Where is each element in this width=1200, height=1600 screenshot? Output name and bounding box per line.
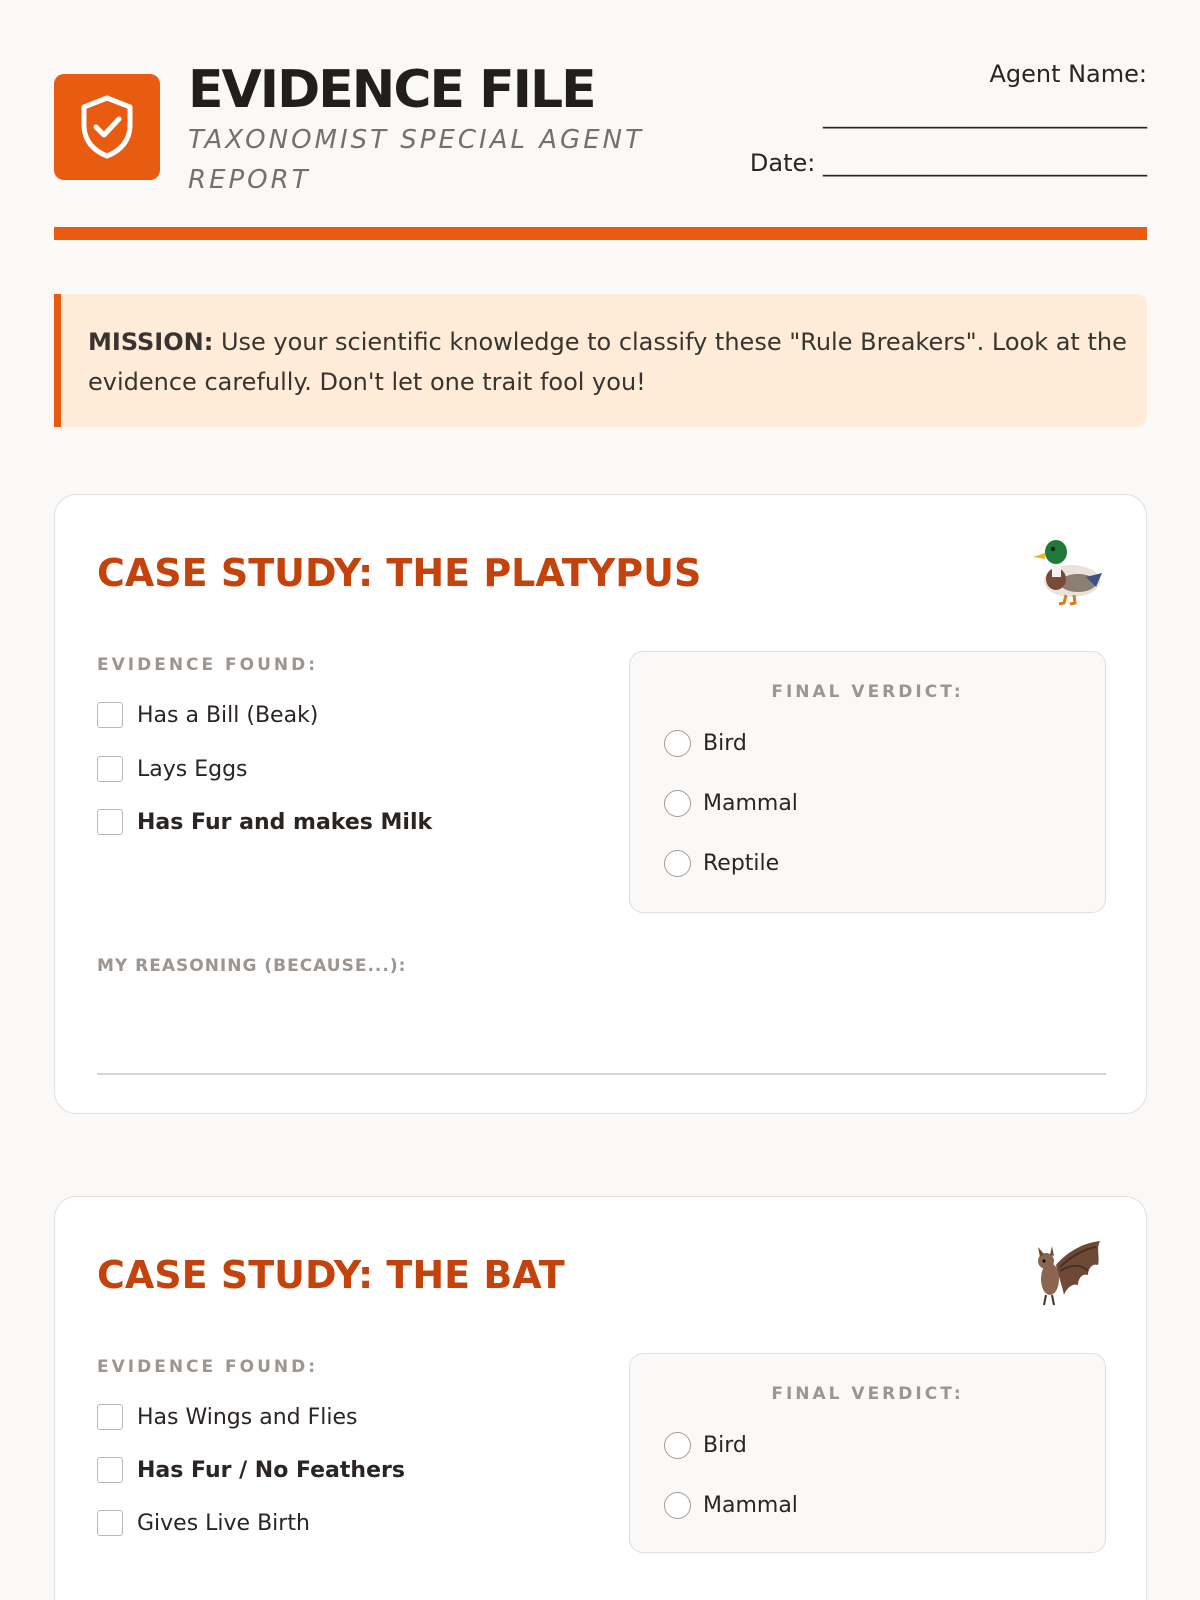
case-title: CASE STUDY: THE BAT [97,1253,565,1297]
verdict-option[interactable] [664,1430,747,1460]
case-title: CASE STUDY: THE PLATYPUS [97,551,702,595]
evidence-label: EVIDENCE FOUND: [97,655,319,675]
mission-text: Use your scientific knowledge to classify these "Rule Breakers". Look at the evidence carefully. Don't let one trait fool you! [88,328,1127,396]
header-divider [54,227,1147,240]
evidence-item[interactable] [97,808,432,836]
agent-name-label: Agent Name: [989,60,1147,88]
verdict-option[interactable] [664,848,779,878]
date-label: Date: [749,149,816,177]
evidence-item[interactable] [97,1403,357,1431]
date-field[interactable]: ___________________________ [823,149,1147,177]
verdict-option-label: Mammal [703,1492,798,1518]
evidence-checkbox[interactable] [97,1404,123,1430]
header [54,60,1147,200]
evidence-checkbox[interactable] [97,1457,123,1483]
mission-label: MISSION: [88,328,214,356]
verdict-option-label: Bird [703,730,747,756]
evidence-text: Gives Live Birth [137,1510,310,1536]
agent-name-field[interactable]: ___________________________ [823,101,1147,129]
evidence-label: EVIDENCE FOUND: [97,1357,319,1377]
page-title: EVIDENCE FILE [188,60,595,120]
verdict-label: FINAL VERDICT: [771,1384,964,1404]
verdict-panel [629,651,1106,913]
reasoning-label: MY REASONING (BECAUSE...): [97,956,407,976]
verdict-option-label: Mammal [703,790,798,816]
evidence-item[interactable] [97,755,248,783]
evidence-checkbox[interactable] [97,702,123,728]
verdict-option[interactable] [664,788,798,818]
mission-callout [54,294,1147,427]
evidence-item[interactable] [97,701,318,729]
verdict-radio[interactable] [664,1432,691,1459]
verdict-panel [629,1353,1106,1553]
evidence-text: Has Fur and makes Milk [137,809,433,835]
verdict-option-label: Reptile [703,850,780,876]
case-card-platypus [54,494,1147,1114]
evidence-text: Has Fur / No Feathers [137,1457,405,1483]
verdict-radio[interactable] [664,730,691,757]
evidence-checkbox[interactable] [97,756,123,782]
reasoning-input-line[interactable] [97,1073,1106,1075]
date-row [750,148,1147,178]
verdict-option[interactable] [664,1490,798,1520]
evidence-item[interactable] [97,1456,405,1484]
case-card-bat [54,1196,1147,1600]
evidence-item[interactable] [97,1509,310,1537]
verdict-option[interactable] [664,728,747,758]
evidence-text: Lays Eggs [137,756,248,782]
shield-check-icon [54,74,160,180]
evidence-text: Has Wings and Flies [137,1404,358,1430]
verdict-option-label: Bird [703,1432,747,1458]
evidence-checkbox[interactable] [97,1510,123,1536]
verdict-radio[interactable] [664,850,691,877]
duck-icon [1030,533,1106,609]
evidence-file-page [54,0,1147,1600]
verdict-label: FINAL VERDICT: [771,682,964,702]
bat-icon [1030,1235,1106,1311]
verdict-radio[interactable] [664,1492,691,1519]
page-subtitle: TAXONOMIST SPECIAL AGENT REPORT [188,125,644,195]
evidence-checkbox[interactable] [97,809,123,835]
verdict-radio[interactable] [664,790,691,817]
evidence-text: Has a Bill (Beak) [137,702,319,728]
